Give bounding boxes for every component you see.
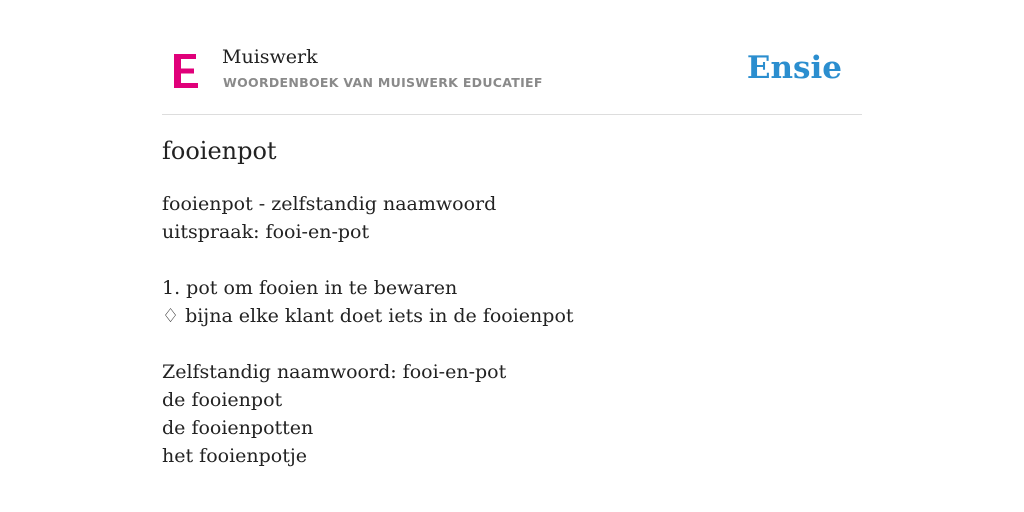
site-header <box>162 0 862 115</box>
definition-line: 1. pot om fooien in te bewaren <box>162 277 458 299</box>
brand-name[interactable]: Muiswerk <box>222 46 318 68</box>
brand-subtitle: WOORDENBOEK VAN MUISWERK EDUCATIEF <box>223 75 543 90</box>
page-title: fooienpot <box>162 137 277 165</box>
pronunciation-line: uitspraak: fooi-en-pot <box>162 221 370 243</box>
ensie-logo[interactable]: Ensie <box>746 50 842 86</box>
singular-form: de fooienpot <box>162 389 283 411</box>
part-of-speech-line: fooienpot - zelfstandig naamwoord <box>162 193 497 215</box>
muiswerk-logo-icon <box>172 54 200 88</box>
noun-header-line: Zelfstandig naamwoord: fooi-en-pot <box>162 361 507 383</box>
spacer <box>162 330 574 358</box>
spacer <box>162 246 574 274</box>
dictionary-entry <box>162 190 574 470</box>
diminutive-form: het fooienpotje <box>162 445 307 467</box>
plural-form: de fooienpotten <box>162 417 314 439</box>
example-line: ♢ bijna elke klant doet iets in de fooienpot <box>162 305 574 327</box>
